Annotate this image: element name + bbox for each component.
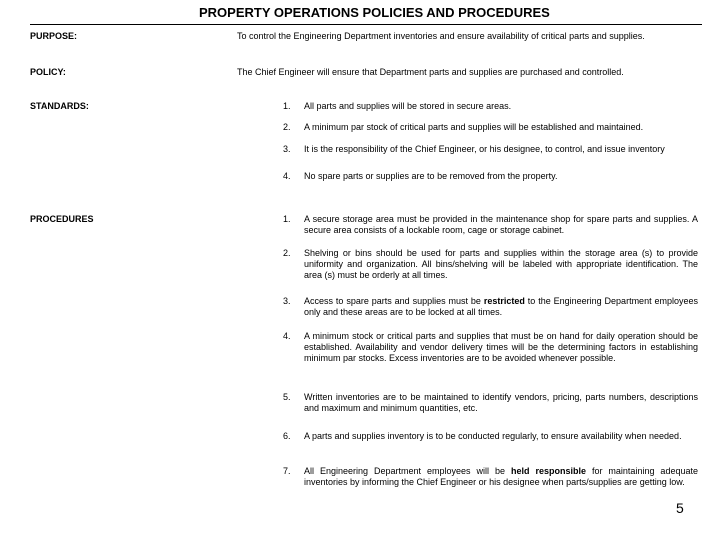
standard-item: No spare parts or supplies are to be removed from the property. [304,171,558,181]
procedure-number: 7. [283,466,291,476]
standard-item: All parts and supplies will be stored in secure areas. [304,101,512,111]
procedure-item: A secure storage area must be provided in the maintenance shop for spare parts and supplies. A secure area consists of a lockable room, cage or storage cabinet. [304,214,698,235]
standard-number: 4. [283,171,291,181]
procedure-number: 2. [283,248,291,258]
procedure-item: Shelving or bins should be used for parts and supplies within the storage area (s) to provide uniformity and organization. All bins/shelving will be labeled with appropriate identification. The area (s) must be orderly at all times. [304,248,698,280]
procedure-item: A minimum stock or critical parts and supplies that must be on hand for daily operation should be established. Availability and vendor delivery times will be the determining factors in establishing minimum par stocks. Excess inventories are to be avoided whenever possible. [304,331,698,363]
procedures-label: PROCEDURES [30,214,94,224]
standard-number: 3. [283,144,291,154]
procedure-item: Written inventories are to be maintained to identify vendors, pricing, parts numbers, descriptions and maximum and minimum quantities, etc. [304,392,698,413]
procedure-text-after: to the Engineering Department employees only and these areas are to be locked at all times. [304,296,699,317]
standards-label: STANDARDS: [30,101,89,111]
procedure-emphasis: restricted [483,296,525,306]
procedure-item [304,296,698,318]
procedure-item [304,466,698,488]
page-title: PROPERTY OPERATIONS POLICIES AND PROCEDURES [199,5,550,20]
header-divider [30,24,702,25]
procedure-number: 5. [283,392,291,402]
policy-text: The Chief Engineer will ensure that Department parts and supplies are purchased and controlled. [237,67,624,77]
procedure-number: 3. [283,296,291,306]
procedure-number: 1. [283,214,291,224]
procedure-emphasis: held responsible [510,466,586,476]
standard-number: 1. [283,101,291,111]
procedure-number: 6. [283,431,291,441]
purpose-text: To control the Engineering Department inventories and ensure availability of critical parts and supplies. [237,31,645,41]
procedure-item: A parts and supplies inventory is to be conducted regularly, to ensure availability when needed. [304,431,682,441]
policy-label: POLICY: [30,67,66,77]
procedure-number: 4. [283,331,291,341]
standard-item: A minimum par stock of critical parts and supplies will be established and maintained. [304,122,644,132]
purpose-label: PURPOSE: [30,31,78,41]
standard-item: It is the responsibility of the Chief Engineer, or his designee, to control, and issue inventory [304,144,665,154]
procedure-text-after: for maintaining adequate inventories by informing the Chief Engineer or his designee when parts/supplies are getting low. [304,466,698,487]
procedure-text-before: All Engineering Department employees will be [304,466,511,476]
standard-number: 2. [283,122,291,132]
page-number: 5 [676,500,684,516]
procedure-text-before: Access to spare parts and supplies must be [304,296,484,306]
